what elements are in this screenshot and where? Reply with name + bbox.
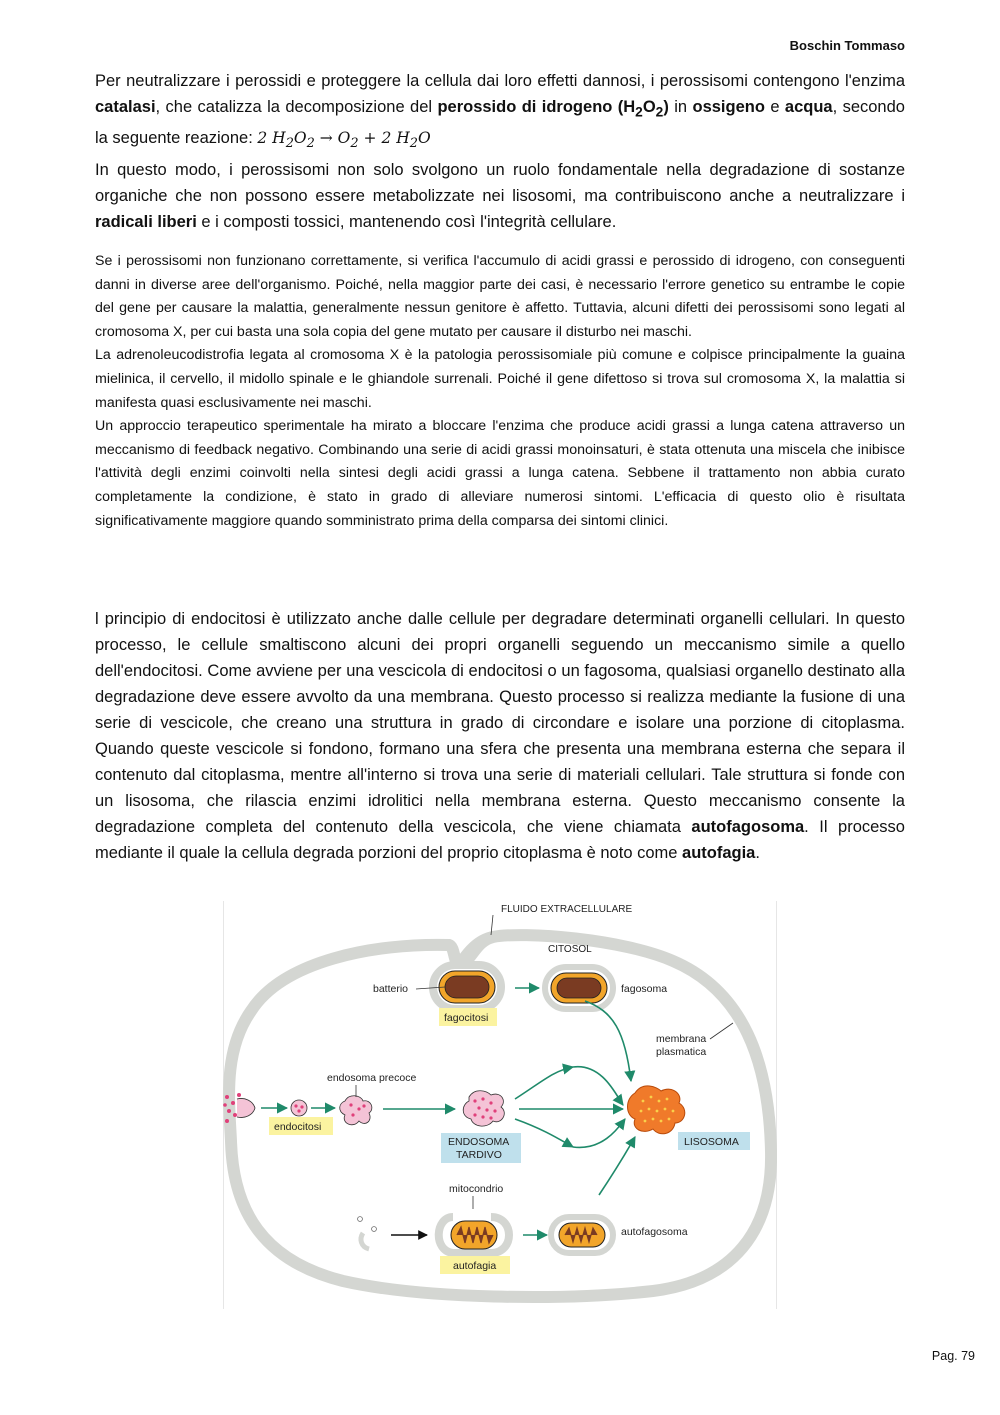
text: e i composti tossici, mantenendo così l'integrità cellulare.: [196, 213, 617, 232]
autofagia-section: [95, 606, 905, 866]
label-citosol: CITOSOL: [548, 944, 592, 955]
reaction-equation: 2 $H_2O_2 \to O_2 + 2$ $H_2O$: [257, 129, 431, 152]
term-autofagia: autofagia: [682, 844, 756, 862]
cell-diagram: [223, 901, 777, 1309]
term-catalasi: catalasi: [95, 98, 156, 116]
label-mitocondrio: mitocondrio: [449, 1183, 504, 1195]
term-perossido: [437, 98, 669, 120]
label-autofagosoma: autofagosoma: [621, 1226, 688, 1238]
paragraph-malfunzionamento: Se i perossisomi non funzionano correttamente, si verifica l'accumulo di acidi grassi e perossido di idrogeno, con conseguenti danni in diverse aree dell'organismo. Poiché, nella maggior parte dei casi, è necessario l'errore genetico su entrambe le copie del gene per causare la malattia, generalmente nessun genitore è affetto. Tuttavia, alcuni difetti dei perossisomi sono legati al cromosoma X, per cui basta una sola copia del gene mutato per causare il disturbo nei maschi.: [95, 253, 905, 340]
term-ossigeno: ossigeno: [692, 98, 765, 116]
label-lisosoma: LISOSOMA: [684, 1136, 739, 1148]
label-fagosoma: fagosoma: [621, 983, 668, 995]
label-endosoma-tardivo-1: ENDOSOMA: [448, 1136, 510, 1148]
debris-2: [372, 1227, 377, 1232]
debris-1: [358, 1217, 363, 1222]
label-endosoma-precoce: endosoma precoce: [327, 1072, 417, 1084]
label-membrana-1: membrana: [656, 1033, 707, 1045]
term-autofagosoma: autofagosoma: [691, 818, 805, 836]
text: In questo modo, i perossisomi non solo svolgono un ruolo fondamentale nella degradazione di sostanze organiche che non possono essere metabolizzate nei lisosomi, ma contribuiscono anche a neutralizzare i: [95, 161, 905, 206]
paragraph-catalasi: [95, 68, 905, 157]
text: ): [663, 98, 669, 116]
text: e: [764, 98, 785, 116]
page-number: Pag. 79: [931, 1349, 975, 1363]
subscript: 2: [655, 104, 664, 120]
label-fluido: FLUIDO EXTRACELLULARE: [501, 904, 633, 915]
paragraph-endocitosi: [95, 606, 905, 866]
perossisomi-disorders-section: [95, 250, 905, 533]
phagosome-inner: [557, 978, 601, 998]
paragraph-ruolo: [95, 157, 905, 235]
label-fagocitosi: fagocitosi: [444, 1012, 489, 1024]
label-autofagia: autofagia: [453, 1260, 497, 1272]
label-endosoma-tardivo-2: TARDIVO: [456, 1149, 502, 1161]
author-name: Boschin Tommaso: [789, 38, 905, 53]
text: .: [755, 844, 760, 862]
intro-section: [95, 68, 905, 235]
term-acqua: acqua: [784, 98, 833, 116]
text: in: [668, 98, 693, 116]
text: O: [642, 98, 656, 116]
text: l principio di endocitosi è utilizzato anche dalle cellule per degradare determinati organelli cellulari. In questo processo, le cellule smaltiscono alcuni dei propri organelli seguendo un meccanismo simile a quello dell'endocitosi. Come avviene per una vescicola di endocitosi o un fagosoma, qualsiasi organello destinato alla degradazione deve essere avvolto da una membrana. Questo processo si realizza mediante la fusione di una serie di vescicole, che creano una struttura in grado di circondare e isolare una porzione di citoplasma. Quando queste vescicole si fondono, formano una sfera che presenta una membrana esterna che separa il contenuto dal citoplasma, mentre all'interno si trova una serie di materiali cellulari. Tale struttura si fonde con un lisosoma, che rilascia enzimi idrolitici nella membrana esterna. Questo meccanismo consente la degradazione completa del contenuto della vescicola, che viene chiamata: [95, 610, 905, 836]
label-membrana-2: plasmatica: [656, 1046, 707, 1058]
endocytic-vesicle: [291, 1100, 307, 1116]
paragraph-terapia: Un approccio terapeutico sperimentale ha mirato a bloccare l'enzima che produce acidi grassi a lunga catena attraverso un meccanismo di feedback negativo. Combinando una serie di acidi grassi monoinsaturi, è stata ottenuta una miscela che inibisce l'attività degli enzimi coinvolti nella sintesi degli acidi grassi a lunga catena. Sebbene il trattamento non abbia curato completamente la condizione, è stato in grado di alleviare numerosi sintomi. L'efficacia di questo olio è risultata significativamente maggiore quando somministrato prima della comparsa dei sintomi clinici.: [95, 418, 905, 529]
label-endocitosi: endocitosi: [274, 1121, 322, 1133]
text: Per neutralizzare i perossidi e proteggere la cellula dai loro effetti dannosi, i perossisomi contengono l'enzima: [95, 72, 905, 90]
paragraph-adrenoleucodistrofia: La adrenoleucodistrofia legata al cromosoma X è la patologia perossisomiale più comune e colpisce principalmente la guaina mielinica, il cervello, il midollo spinale e le ghiandole surrenali. Poiché il gene difettoso si trova sul cromosoma X, la malattia si manifesta quasi esclusivamente nei maschi.: [95, 347, 905, 411]
term-radicali-liberi: radicali liberi: [95, 213, 197, 232]
text: , che catalizza la decomposizione del: [155, 98, 438, 116]
text: . Il processo mediante il quale la cellula degrada porzioni del proprio citoplasma è noto come: [95, 818, 905, 862]
bacterium-inner: [445, 976, 489, 998]
subscript: 2: [635, 104, 643, 120]
text: perossido di idrogeno (H: [437, 98, 636, 116]
text: , secondo la seguente reazione:: [95, 98, 905, 148]
label-batterio: batterio: [373, 983, 409, 995]
